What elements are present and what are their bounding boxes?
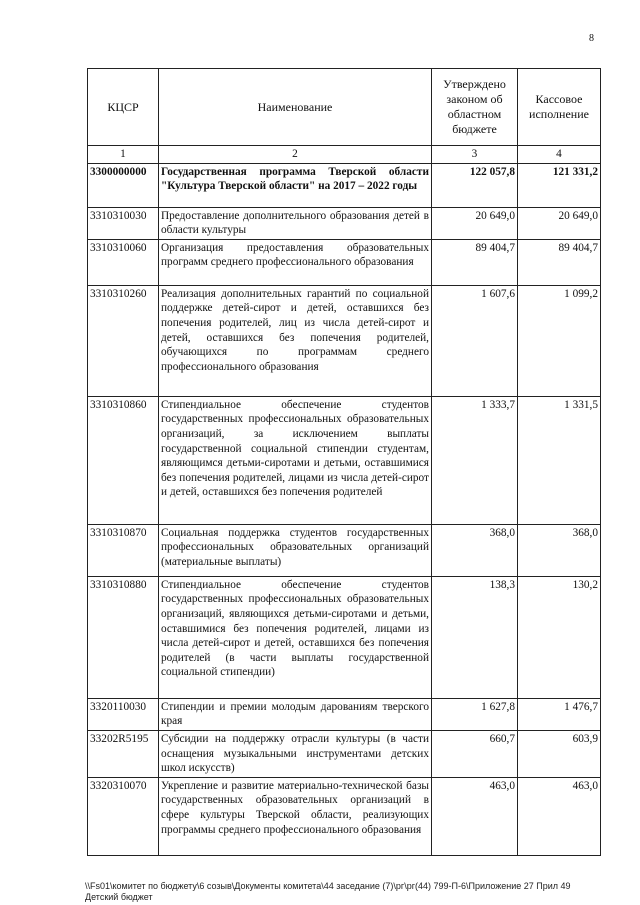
- row-name: Государственная программа Тверской области "Культура Тверской области" на 2017 – 2022 годы: [159, 163, 432, 207]
- table-row: [88, 396, 601, 524]
- row-executed: 1 331,5: [518, 396, 601, 524]
- row-approved: 89 404,7: [432, 239, 518, 285]
- header-name: Наименование: [159, 69, 432, 146]
- row-code: 3310310030: [88, 207, 159, 239]
- row-approved: 368,0: [432, 524, 518, 576]
- column-number: 1: [88, 146, 159, 164]
- row-name: Организация предоставления образовательных программ среднего профессионального образования: [159, 239, 432, 285]
- header-row: [88, 69, 601, 146]
- row-approved: 1 333,7: [432, 396, 518, 524]
- budget-table: [87, 68, 601, 856]
- row-name: Укрепление и развитие материально-технической базы государственных образовательных организаций в сфере культуры Тверской области, реализующих программы среднего профессионального образования: [159, 777, 432, 855]
- row-executed: 368,0: [518, 524, 601, 576]
- row-approved: 660,7: [432, 730, 518, 777]
- column-number: 2: [159, 146, 432, 164]
- row-code: 3310310060: [88, 239, 159, 285]
- row-name: Стипендиальное обеспечение студентов государственных профессиональных образовательных организаций, являющихся детьми-сиротами и детьми, оставшимися без попечения родителей, лицами из числа детей-сирот и детей, оставшихся без попечения родителей (в части выплаты государственной социальной стипендии): [159, 576, 432, 698]
- table-row: [88, 163, 601, 207]
- row-executed: 1 099,2: [518, 285, 601, 396]
- table-row: [88, 730, 601, 777]
- table-row: [88, 524, 601, 576]
- table-body: [88, 163, 601, 855]
- page-number: 8: [589, 33, 594, 44]
- footer-file-path: \\Fs01\комитет по бюджету\6 созыв\Документы комитета\44 заседание (7)\рг\рг(44) 799-П-6\Приложение 27 Прил 49 Детский бюджет: [85, 881, 571, 902]
- column-number-row: [88, 146, 601, 164]
- table-row: [88, 698, 601, 730]
- table-row: [88, 285, 601, 396]
- row-approved: 1 627,8: [432, 698, 518, 730]
- row-approved: 122 057,8: [432, 163, 518, 207]
- table-row: [88, 239, 601, 285]
- row-executed: 20 649,0: [518, 207, 601, 239]
- row-executed: 121 331,2: [518, 163, 601, 207]
- column-number: 4: [518, 146, 601, 164]
- column-number: 3: [432, 146, 518, 164]
- row-executed: 89 404,7: [518, 239, 601, 285]
- row-code: 3310310870: [88, 524, 159, 576]
- row-name: Социальная поддержка студентов государственных профессиональных образовательных организаций (материальные выплаты): [159, 524, 432, 576]
- table-row: [88, 777, 601, 855]
- row-executed: 130,2: [518, 576, 601, 698]
- table-row: [88, 576, 601, 698]
- header-approved: Утверждено законом об областном бюджете: [432, 69, 518, 146]
- row-name: Предоставление дополнительного образования детей в области культуры: [159, 207, 432, 239]
- row-code: 3320110030: [88, 698, 159, 730]
- row-approved: 20 649,0: [432, 207, 518, 239]
- row-code: 3310310260: [88, 285, 159, 396]
- row-code: 3300000000: [88, 163, 159, 207]
- row-code: 33202R5195: [88, 730, 159, 777]
- row-name: Субсидии на поддержку отрасли культуры (в части оснащения музыкальными инструментами детских школ искусств): [159, 730, 432, 777]
- row-code: 3310310880: [88, 576, 159, 698]
- row-name: Реализация дополнительных гарантий по социальной поддержке детей-сирот и детей, оставшихся без попечения родителей, лиц из числа детей-сирот и детей, оставшихся без попечения родителей, обучающихся по программам среднего профессионального образования: [159, 285, 432, 396]
- row-executed: 463,0: [518, 777, 601, 855]
- header-executed: Кассовое исполнение: [518, 69, 601, 146]
- row-code: 3310310860: [88, 396, 159, 524]
- header-kcsr: КЦСР: [88, 69, 159, 146]
- row-approved: 463,0: [432, 777, 518, 855]
- row-approved: 138,3: [432, 576, 518, 698]
- row-name: Стипендии и премии молодым дарованиям тверского края: [159, 698, 432, 730]
- row-executed: 1 476,7: [518, 698, 601, 730]
- row-code: 3320310070: [88, 777, 159, 855]
- row-executed: 603,9: [518, 730, 601, 777]
- row-name: Стипендиальное обеспечение студентов государственных профессиональных образовательных организаций, за исключением выплаты государственной социальной стипендии студентам, являющимся детьми-сиротами и детьми, оставшимися без попечения родителей, лицами из числа детей-сирот и детей, оставшихся без попечения родителей: [159, 396, 432, 524]
- row-approved: 1 607,6: [432, 285, 518, 396]
- table-row: [88, 207, 601, 239]
